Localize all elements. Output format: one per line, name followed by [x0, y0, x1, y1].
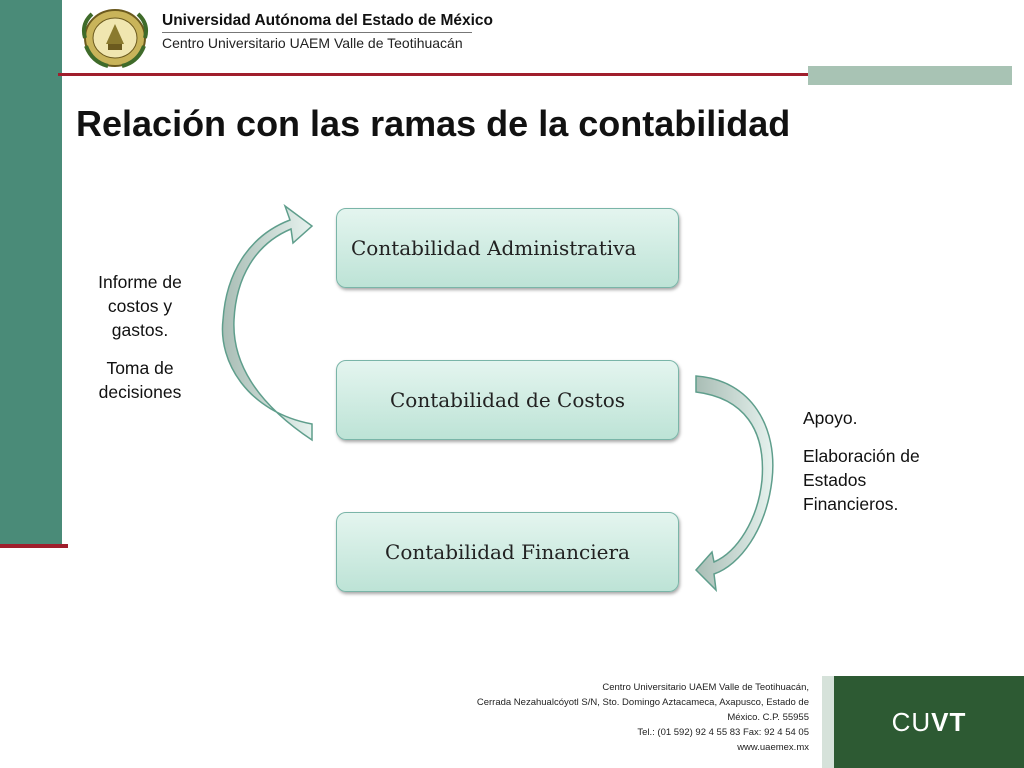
cuvt-logo	[834, 676, 1024, 768]
curved-arrow-left	[222, 206, 312, 440]
box-contabilidad-costos: Contabilidad de Costos	[336, 360, 679, 440]
box-contabilidad-financiera: Contabilidad Financiera	[336, 512, 679, 592]
left-band-accent	[0, 544, 68, 548]
footer-strip	[822, 676, 834, 768]
footer-address	[477, 680, 809, 755]
box-contabilidad-administrativa: Contabilidad Administrativa	[336, 208, 679, 288]
institution-name: Universidad Autónoma del Estado de México	[162, 12, 494, 29]
logo-text-part: CU	[891, 706, 932, 737]
left-annotation-line: Informe de costos y gastos.	[98, 272, 182, 340]
footer-line: Cerrada Nezahualcóyotl S/N, Sto. Domingo Aztacameca, Axapusco, Estado de	[476, 697, 809, 708]
curved-arrow-right	[696, 376, 773, 590]
left-annotation-line: Toma de decisiones	[98, 358, 182, 402]
slide-title: Relación con las ramas de la contabilidad	[76, 103, 791, 144]
campus-name: Centro Universitario UAEM Valle de Teotihuacán	[162, 35, 463, 51]
logo-text-part: VT	[931, 706, 967, 737]
footer-line: México. C.P. 55955	[727, 712, 809, 723]
right-annotation-line: Elaboración de Estados Financieros.	[803, 446, 920, 514]
header-accent-block	[808, 66, 1012, 85]
left-decorative-band	[0, 0, 62, 545]
footer-line: www.uaemex.mx	[737, 742, 809, 753]
footer-line: Centro Universitario UAEM Valle de Teotihuacán,	[602, 682, 809, 693]
header-divider	[162, 32, 472, 33]
left-annotation	[82, 270, 198, 418]
right-annotation-line: Apoyo.	[803, 408, 858, 428]
right-annotation	[803, 406, 933, 530]
footer-line: Tel.: (01 592) 92 4 55 83 Fax: 92 4 54 05	[637, 727, 809, 738]
university-seal-icon	[78, 6, 152, 70]
